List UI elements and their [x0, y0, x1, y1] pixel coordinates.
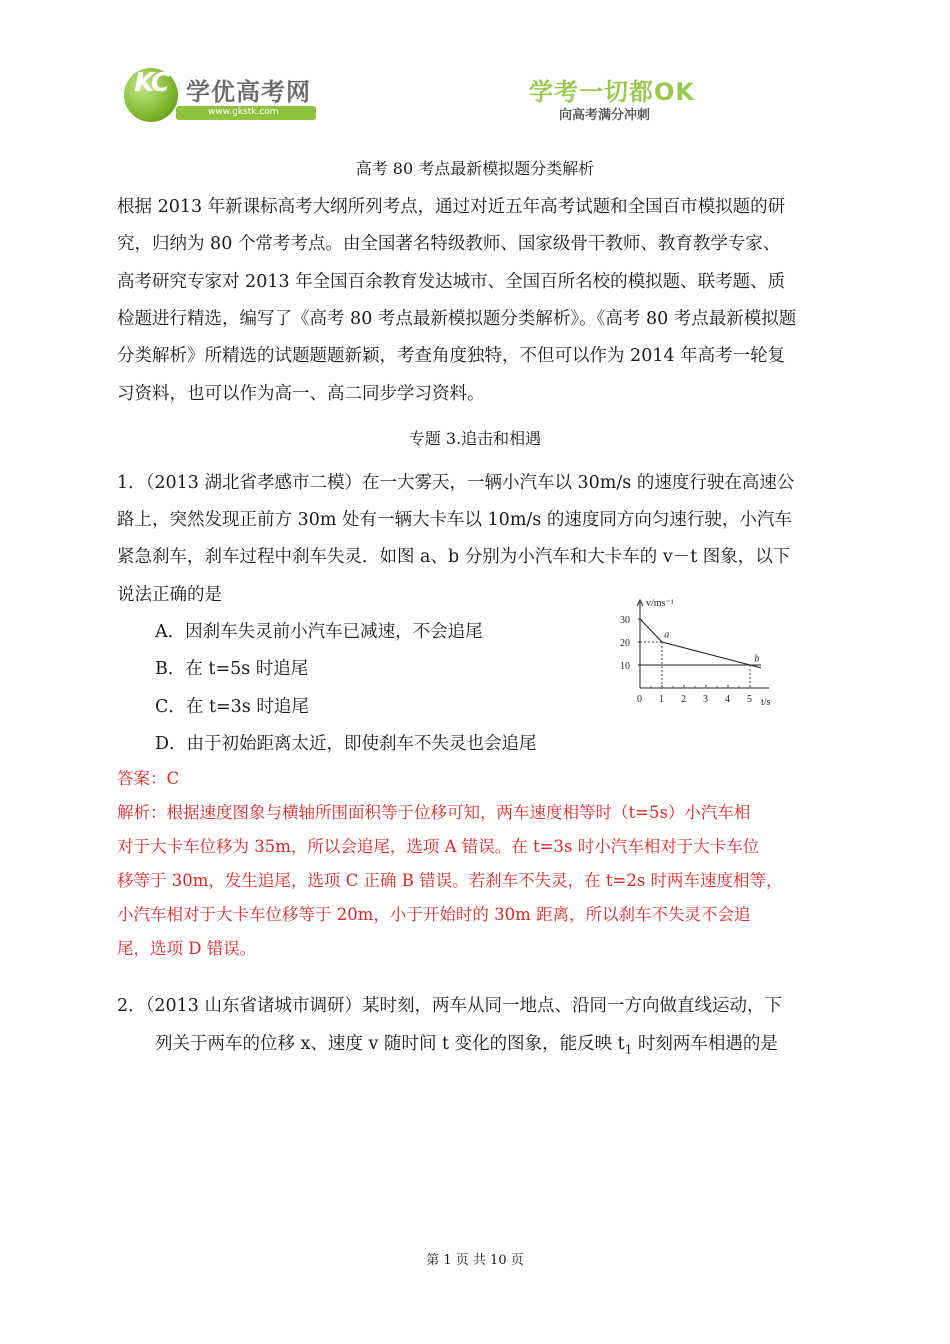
slogan-main: 学考一切都OK [529, 78, 695, 106]
x-tick-label: 1 [659, 694, 664, 705]
answer: 答案：C [117, 769, 180, 788]
question-2-line [155, 1030, 778, 1057]
intro-line: 高考研究专家对 2013 年全国百余教育发达城市、全国百所名校的模拟题、联考题、质 [117, 272, 786, 292]
x-tick-label: 0 [637, 694, 642, 705]
x-tick-label: 4 [725, 694, 730, 705]
x-tick-label: 5 [747, 694, 752, 705]
x-tick-label: 3 [703, 694, 708, 705]
series-b-label: b [754, 653, 760, 665]
section-title: 专题 3.追击和相遇 [408, 429, 542, 448]
slogan-logo [525, 70, 715, 126]
question-2-text-end: 时刻两车相遇的是 [632, 1034, 778, 1054]
question-2-line: 2．（2013 山东省诸城市调研）某时刻，两车从同一地点、沿同一方向做直线运动，下 [117, 996, 782, 1016]
series-a-label: a [664, 629, 670, 641]
x-axis-label: t/s [761, 697, 771, 708]
analysis-line: 移等于 30m，发生追尾，选项 C 正确 B 错误。若刹车不失灵，在 t=2s 时两车速度相等， [117, 871, 783, 890]
intro-line: 检题进行精选，编写了《高考 80 考点最新模拟题分类解析》。《高考 80 考点最新模拟题 [117, 309, 797, 329]
vt-chart [620, 596, 790, 714]
page-footer: 第 1 页 共 10 页 [426, 1253, 524, 1268]
y-tick-label: 10 [620, 661, 630, 672]
y-tick-label: 20 [620, 638, 630, 649]
option-d: D．由于初始距离太近，即使刹车不失灵也会追尾 [155, 734, 537, 754]
question-1-line: 说法正确的是 [117, 585, 222, 605]
intro-line: 究，归纳为 80 个常考考点。由全国著名特级教师、国家级骨干教师、教育教学专家、 [117, 234, 781, 254]
analysis-line: 小汽车相对于大卡车位移等于 20m，小于开始时的 30m 距离，所以刹车不失灵不会追 [117, 905, 751, 924]
intro-line: 分类解析》所精选的试题题题新颖，考查角度独特，不但可以作为 2014 年高考一轮复 [117, 346, 786, 366]
analysis-line: 尾，选项 D 错误。 [117, 939, 257, 958]
y-tick-label: 30 [620, 615, 630, 626]
logo-name: 学优高考网 [186, 78, 311, 106]
logo-mark: KC [134, 68, 168, 98]
question-2-text: 列关于两车的位移 x、速度 v 随时间 t 变化的图象，能反映 t [155, 1034, 625, 1054]
option-c: C．在 t=3s 时追尾 [155, 697, 309, 717]
x-tick-label: 2 [681, 694, 686, 705]
analysis-line: 对于大卡车位移为 35m，所以会追尾，选项 A 错误。在 t=3s 时小汽车相对于大卡车位 [117, 837, 760, 856]
series-a-line [640, 619, 761, 668]
question-2-subscript: 1 [624, 1042, 633, 1057]
logo-url: www.gkstk.com [208, 107, 279, 117]
question-1-line: 1．（2013 湖北省孝感市二模）在一大雾天，一辆小汽车以 30m/s 的速度行驶在高速公 [117, 473, 795, 493]
doc-title: 高考 80 考点最新模拟题分类解析 [355, 159, 595, 178]
question-1-line: 紧急刹车，刹车过程中刹车失灵．如图 a、b 分别为小汽车和大卡车的 v－t 图象，以下 [117, 547, 791, 567]
y-axis-label: v/ms⁻¹ [646, 598, 674, 609]
question-1-line: 路上，突然发现正前方 30m 处有一辆大卡车以 10m/s 的速度同方向匀速行驶，小汽车 [117, 510, 792, 530]
option-a: A．因刹车失灵前小汽车已减速，不会追尾 [155, 622, 483, 642]
option-b: B．在 t=5s 时追尾 [155, 659, 309, 679]
analysis-line: 解析：根据速度图象与横轴所围面积等于位移可知，两车速度相等时（t=5s）小汽车相 [117, 803, 751, 822]
intro-line: 习资料，也可以作为高一、高二同步学习资料。 [117, 384, 485, 404]
slogan-sub: 向高考满分冲刺 [559, 108, 651, 123]
intro-line: 根据 2013 年新课标高考大纲所列考点，通过对近五年高考试题和全国百市模拟题的研 [117, 197, 786, 217]
site-logo [118, 64, 328, 128]
